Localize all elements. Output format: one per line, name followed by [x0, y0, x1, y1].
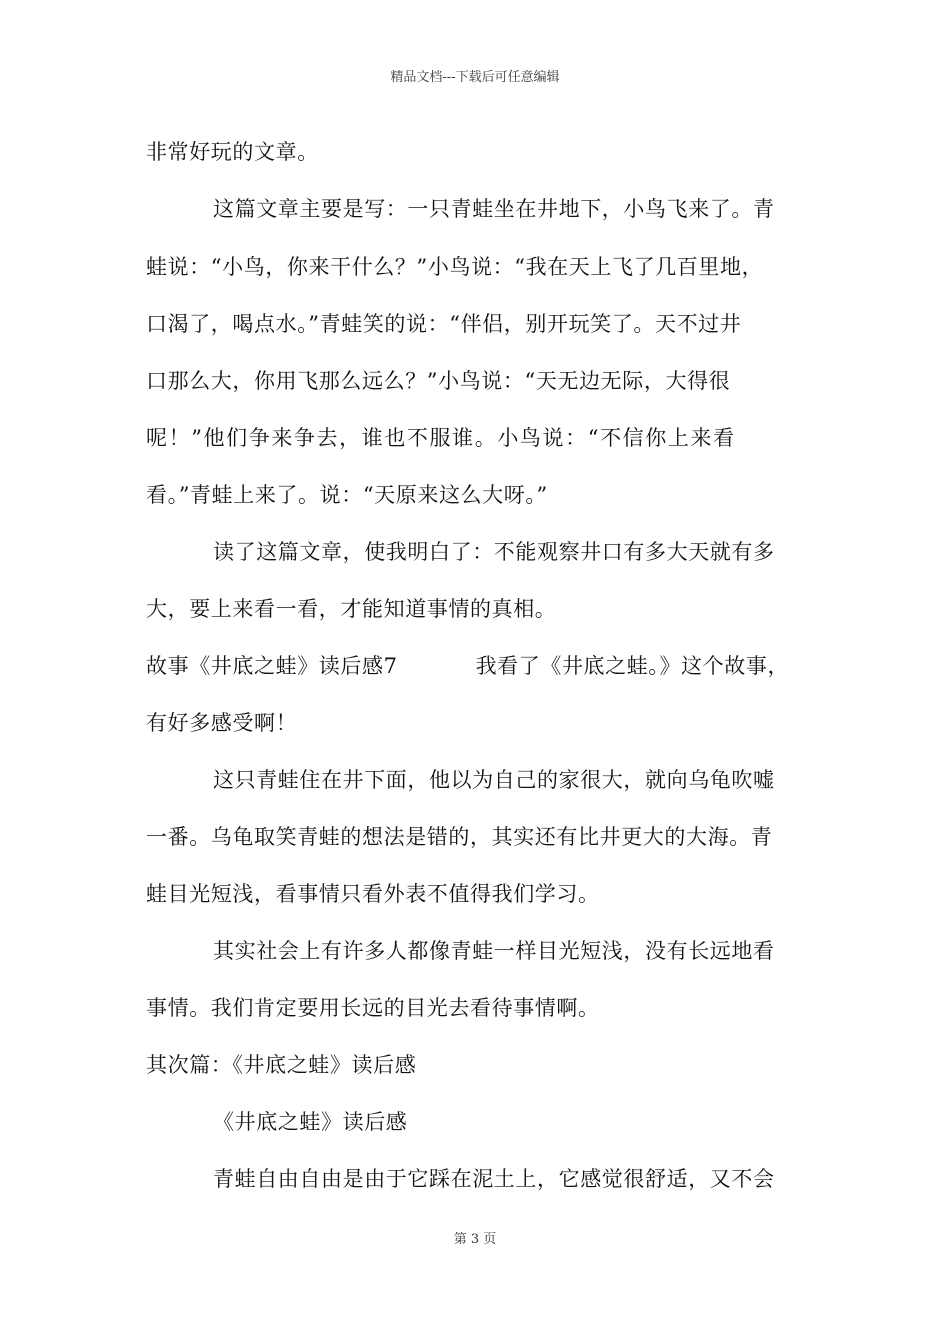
section-title: 其次篇：《井底之蛙》读后感	[146, 1053, 417, 1077]
text-line: 非常好玩的文章。	[146, 140, 319, 164]
text-line: 一番。乌龟取笑青蛙的想法是错的，其实还有比井更大的大海。青	[146, 825, 773, 849]
text-line: 蛙目光短浅，看事情只看外表不值得我们学习。	[146, 882, 600, 906]
text-line: 这只青蛙住在井下面，他以为自己的家很大，就向乌龟吹嘘	[213, 768, 775, 792]
text-line: 其实社会上有许多人都像青蛙一样目光短浅，没有长远地看	[213, 939, 775, 963]
page-header: 精品文档---下载后可任意编辑	[390, 70, 560, 85]
text-line: 呢！”他们争来争去，谁也不服谁。小鸟说：“不信你上来看	[146, 426, 736, 450]
text-line: 口渴了，喝点水。”青蛙笑的说：“伴侣，别开玩笑了。天不过井	[146, 312, 742, 336]
text-line: 大，要上来看一看，才能知道事情的真相。	[146, 597, 557, 621]
text-line: 读了这篇文章，使我明白了：不能观察井口有多大天就有多	[213, 540, 775, 564]
text-line: 看。”青蛙上来了。说：“天原来这么大呀。”	[146, 483, 548, 507]
text-line: 蛙说：“小鸟，你来干什么？”小鸟说：“我在天上飞了几百里地，	[146, 255, 764, 279]
section-line	[146, 652, 789, 680]
text-line: 这篇文章主要是写：一只青蛙坐在井地下，小鸟飞来了。青	[213, 197, 775, 221]
text-line: 事情。我们肯定要用长远的目光去看待事情啊。	[146, 996, 600, 1020]
subsection-title: 《井底之蛙》读后感	[213, 1110, 408, 1134]
section-title: 故事《井底之蛙》读后感7	[146, 654, 398, 678]
text-span: 我看了《井底之蛙。》这个故事，	[475, 654, 790, 678]
text-line: 口那么大，你用飞那么远么？”小鸟说：“天无边无际，大得很	[146, 369, 731, 393]
text-line: 有好多感受啊！	[146, 711, 298, 735]
text-line: 青蛙自由自由是由于它踩在泥土上，它感觉很舒适，又不会	[213, 1167, 775, 1191]
page-number: 第 3 页	[453, 1232, 497, 1247]
